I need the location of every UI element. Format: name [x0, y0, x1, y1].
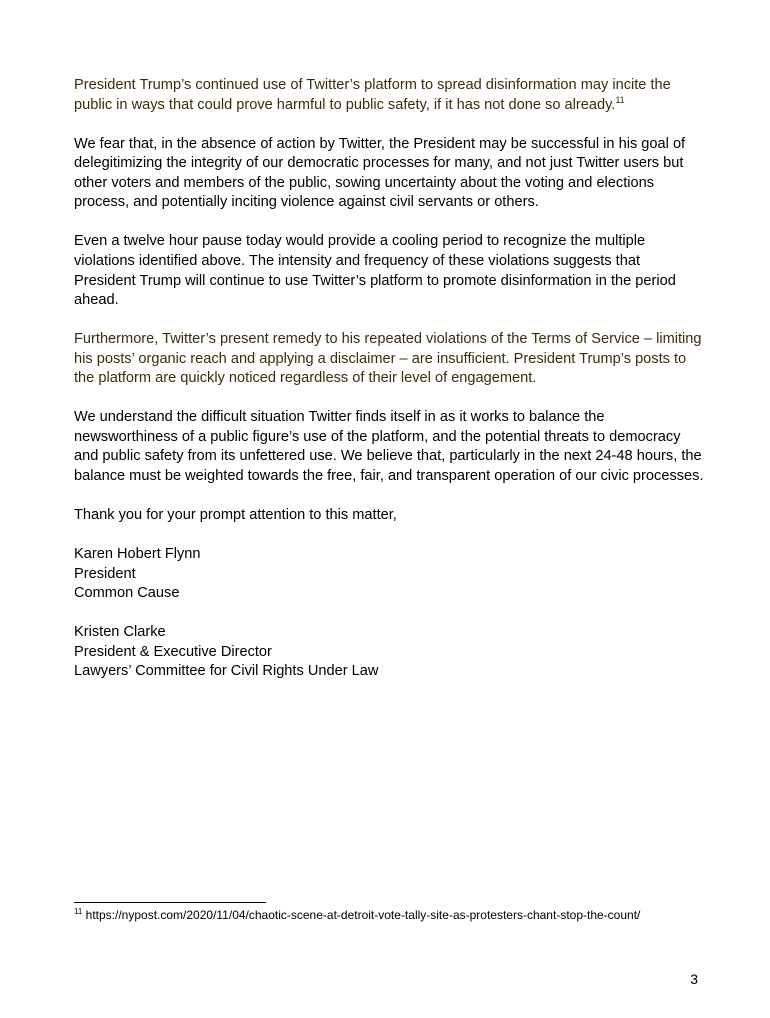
footnote — [74, 907, 684, 923]
footnote-number: 11 — [74, 907, 83, 916]
signature-block — [74, 545, 704, 604]
footnote-link[interactable]: https://nypost.com/2020/11/04/chaotic-scene-at-detroit-vote-tally-site-as-protesters-chant-stop-the-count/ — [85, 908, 641, 922]
page-number: 3 — [690, 971, 698, 987]
paragraph-text: We understand the difficult situation Twitter finds itself in as it works to balance the newsworthiness of a public figure’s use of the platform, and the potential threats to democracy and public safety from its unfettered use. We believe that, particularly in the next 24-48 hours, the balance must be weighted towards the free, fair, and transparent operation of our civic processes. — [74, 409, 704, 485]
paragraph-cooling-period — [74, 232, 704, 310]
paragraph-text: Furthermore, Twitter’s present remedy to his repeated violations of the Terms of Service – limiting his posts’ organic reach and applying a disclaimer – are insufficient. President Trump’s posts to the platform are quickly noticed regardless of their level of engagement. — [74, 331, 702, 387]
paragraph-balance — [74, 408, 704, 486]
paragraph-disinformation — [74, 76, 704, 115]
signatory-organization: Lawyers’ Committee for Civil Rights Under Law — [74, 663, 379, 680]
footnote-reference[interactable]: 11 — [615, 94, 625, 105]
letter-body — [74, 76, 704, 701]
paragraph-text: President Trump’s continued use of Twitter’s platform to spread disinformation may incite the public in ways that could prove harmful to public safety, if it has not done so already. — [74, 77, 671, 113]
paragraph-remedy-insufficient — [74, 330, 704, 389]
paragraph-delegitimizing — [74, 135, 704, 213]
signatory-title: President & Executive Director — [74, 643, 272, 660]
paragraph-text: We fear that, in the absence of action by Twitter, the President may be successful in his goal of delegitimizing the integrity of our democratic processes for many, and not just Twitter users but other voters and members of the public, sowing uncertainty about the voting and elections process, and potentially inciting violence against civil servants or others. — [74, 135, 686, 211]
footnote-divider — [74, 902, 266, 903]
paragraph-closing — [74, 506, 704, 526]
paragraph-text: Even a twelve hour pause today would provide a cooling period to recognize the multiple violations identified above. The intensity and frequency of these violations suggests that President Trump will continue to use Twitter’s platform to promote disinformation in the period ahead. — [74, 233, 676, 309]
signatory-name: Karen Hobert Flynn — [74, 546, 201, 563]
paragraph-text: Thank you for your prompt attention to this matter, — [74, 507, 397, 524]
signatory-organization: Common Cause — [74, 585, 180, 602]
signatory-name: Kristen Clarke — [74, 624, 166, 641]
signature-block — [74, 623, 704, 682]
signatory-title: President — [74, 565, 136, 582]
